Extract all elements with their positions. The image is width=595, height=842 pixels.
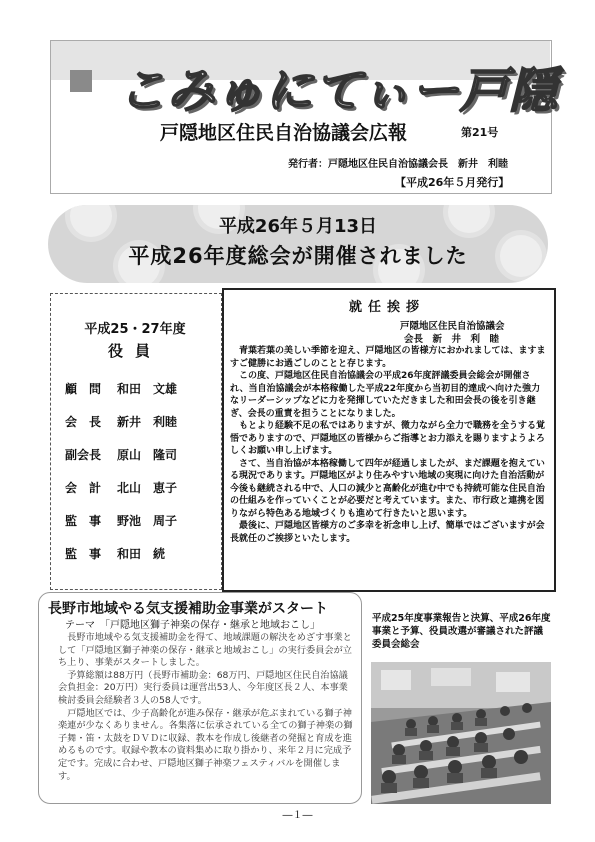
officer-role: 顧 問 [65, 382, 102, 396]
project-paragraph: 戸隠地区では、少子高齢化が進み保存・継承が危ぶまれている獅子神楽連が少なくありません。各集落に伝承されている全ての獅子神楽の獅子舞・笛・太鼓をＤＶＤに収録、教本を作成し後継者の発掘と育成を進めるものです。収録や教本の資料集めに取り掛かり、来年２月に完成予定です。完成に合わせ、戸隠地区獅子神楽フェスティバルを開催します。 [58, 707, 353, 782]
project-article-title: 長野市地域やる気支援補助金事業がスタート [48, 601, 328, 617]
meeting-photo [371, 662, 551, 804]
project-paragraph: 予算総額は88万円（長野市補助金：68万円、戸隠地区住民自治協議会負担金：20万円）実行委員は運営出53人、今年度区長２人、本事業検討委員会経験者３人の58人です。 [58, 669, 348, 706]
project-theme: テーマ 「戸隠地区獅子神楽の保存・継承と地域おこし」 [65, 620, 320, 631]
officer-role: 会 長 [65, 415, 102, 429]
officer-role: 副会長 [65, 448, 102, 462]
issue-date: 【平成26年５月発行】 [395, 176, 510, 189]
officer-name: 野池 周子 [117, 514, 178, 528]
officer-name: 新井 利睦 [117, 415, 178, 429]
officer-name: 和田 続 [117, 547, 166, 561]
project-paragraph: 長野市地域やる気支援補助金を得て、地域課題の解決をめざす事業として「戸隠地区獅子神楽の保存・継承と地域おこし」の実行委員会が立ち上り、事業がスタートしました。 [58, 632, 352, 669]
greeting-paragraph: この度、戸隠地区住民自治協議会の平成26年度評議委員会総会が開催され、当自治協議会が本格稼働した平成22年度から当初目的達成へ向けた強力なリーダーシップなどに力を発揮していただきました和田会長の後を引き継ぎ、会長の重責を担うことになりました。 [230, 371, 541, 419]
officer-row [65, 446, 220, 463]
masthead-square-ornament [70, 70, 92, 92]
greeting-body [230, 345, 548, 545]
officers-heading: 役員 [107, 342, 162, 360]
page-number: ―１― [282, 810, 313, 821]
officer-row [65, 413, 220, 430]
publisher-line: 発行者：戸隠地区住民自治協議会長 新井 利睦 [288, 159, 508, 170]
meeting-date: 平成26年５月13日 [218, 216, 378, 237]
project-article-body [58, 632, 354, 783]
greeting-organization: 戸隠地区住民自治協議会 [400, 321, 505, 332]
greeting-paragraph: もとより経験不足の私ではありますが、微力ながら全力で職務を全うする覚悟でありますので、戸隠地区の皆様からご指導とお力添えを賜りますようよろしくお願い申し上げます。 [230, 421, 546, 456]
photo-caption: 平成25年度事業報告と決算、平成26年度事業と予算、役員改選が審議された評議委員会総会 [372, 613, 551, 650]
issue-number: 第21号 [461, 126, 499, 139]
newsletter-title: こみゅにてぃー戸隠 [118, 63, 559, 119]
officer-row [65, 545, 220, 562]
officer-row [65, 479, 220, 496]
greeting-paragraph: 青葉若葉の美しい季節を迎え、戸隠地区の皆様方におかれましては、ますますご健勝にお過ごしのことと存じます。 [230, 346, 546, 369]
meeting-photo-illustration [371, 662, 551, 804]
greeting-signer: 会長 新 井 利 睦 [404, 334, 500, 345]
greeting-title: 就任挨拶 [348, 300, 425, 315]
officer-name: 原山 隆司 [117, 448, 178, 462]
greeting-paragraph: 最後に、戸隠地区皆様方のご多幸を祈念申し上げ、簡単ではございますが会長就任のご挨拶といたします。 [230, 521, 545, 544]
officer-role: 監 事 [65, 547, 102, 561]
greeting-paragraph: さて、当自治協が本格稼働して四年が経過しましたが、まだ課題を抱えている現況であります。戸隠地区がより住みやすい地域の実現に向けた自治活動が今後も継続される中で、人口の減少と高齢化が進む中でも持続可能な住民自治の仕組みを作っていくことが必要だと考えています。また、市行政と連携を図りながら特色ある地域づくりも進めて行きたいと思います。 [230, 458, 545, 519]
newsletter-subtitle: 戸隠地区住民自治協議会広報 [160, 122, 408, 144]
officer-role: 監 事 [65, 514, 102, 528]
officer-row [65, 380, 220, 397]
officer-role: 会 計 [65, 481, 102, 495]
officers-term: 平成25・27年度 [84, 322, 186, 337]
officer-name: 和田 文雄 [117, 382, 178, 396]
officer-name: 北山 恵子 [117, 481, 178, 495]
headline: 平成26年度総会が開催されました [128, 244, 468, 268]
officer-row [65, 512, 220, 529]
